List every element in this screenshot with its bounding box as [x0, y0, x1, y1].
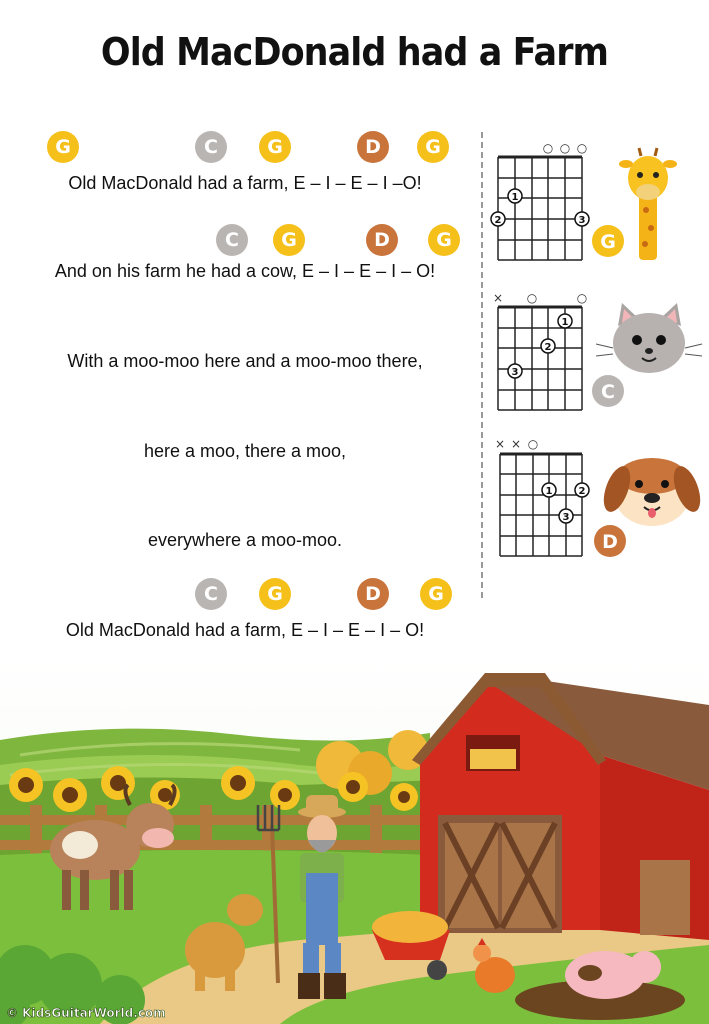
string-marker: ○	[576, 291, 588, 305]
divider-line	[481, 132, 483, 598]
page-title: Old MacDonald had a Farm	[100, 30, 609, 74]
lyric-line-2: And on his farm he had a cow, E – I – E – I – O!	[54, 261, 436, 281]
chord-badge-g: G	[417, 131, 449, 163]
barn-icon	[412, 673, 709, 940]
finger-number: 2	[544, 342, 552, 353]
chord-badge-g: G	[259, 131, 291, 163]
lyric-line-6: Old MacDonald had a farm, E – I – E – I – O!	[65, 620, 425, 640]
chord-badge-g: G	[259, 578, 291, 610]
chord-badge-g: G	[273, 224, 305, 256]
lyric-line-4: here a moo, there a moo,	[143, 441, 347, 461]
string-marker: ○	[542, 141, 554, 155]
string-marker: ×	[492, 291, 504, 305]
chord-badge-g: G	[47, 131, 79, 163]
finger-number: 1	[561, 317, 569, 328]
finger-number: 1	[511, 192, 519, 203]
finger-number: 1	[545, 486, 553, 497]
chord-diagram-c	[486, 288, 706, 413]
string-marker: ○	[559, 141, 571, 155]
dog-icon	[598, 458, 705, 526]
chord-diagram-d	[486, 434, 706, 562]
finger-number: 3	[511, 367, 519, 378]
farm-illustration	[0, 655, 709, 1024]
finger-number: 3	[562, 512, 570, 523]
finger-number: 3	[578, 215, 586, 226]
string-marker: ○	[527, 437, 539, 451]
chord-diagram-g	[486, 140, 706, 265]
chord-badge-d: D	[357, 131, 389, 163]
chord-badge-d: D	[366, 224, 398, 256]
giraffe-icon	[619, 148, 677, 260]
chord-label: D	[602, 531, 618, 553]
lyric-line-1: Old MacDonald had a farm, E – I – E – I –O!	[68, 173, 422, 193]
string-marker: ○	[576, 141, 588, 155]
chord-badge-g: G	[428, 224, 460, 256]
chord-label: C	[601, 381, 615, 403]
chord-label: G	[600, 231, 616, 253]
finger-number: 2	[494, 215, 502, 226]
copyright-text: © KidsGuitarWorld.com	[6, 1006, 166, 1020]
lyric-line-5: everywhere a moo-moo.	[147, 530, 343, 550]
chord-badge-c: C	[216, 224, 248, 256]
lyric-line-3: With a moo-moo here and a moo-moo there,	[67, 351, 423, 371]
string-marker: ○	[526, 291, 538, 305]
cat-icon	[596, 303, 702, 373]
string-marker: ×	[494, 437, 506, 451]
chord-badge-g: G	[420, 578, 452, 610]
chord-badge-c: C	[195, 131, 227, 163]
finger-number: 2	[578, 486, 586, 497]
string-marker: ×	[510, 437, 522, 451]
chord-badge-d: D	[357, 578, 389, 610]
chord-badge-c: C	[195, 578, 227, 610]
